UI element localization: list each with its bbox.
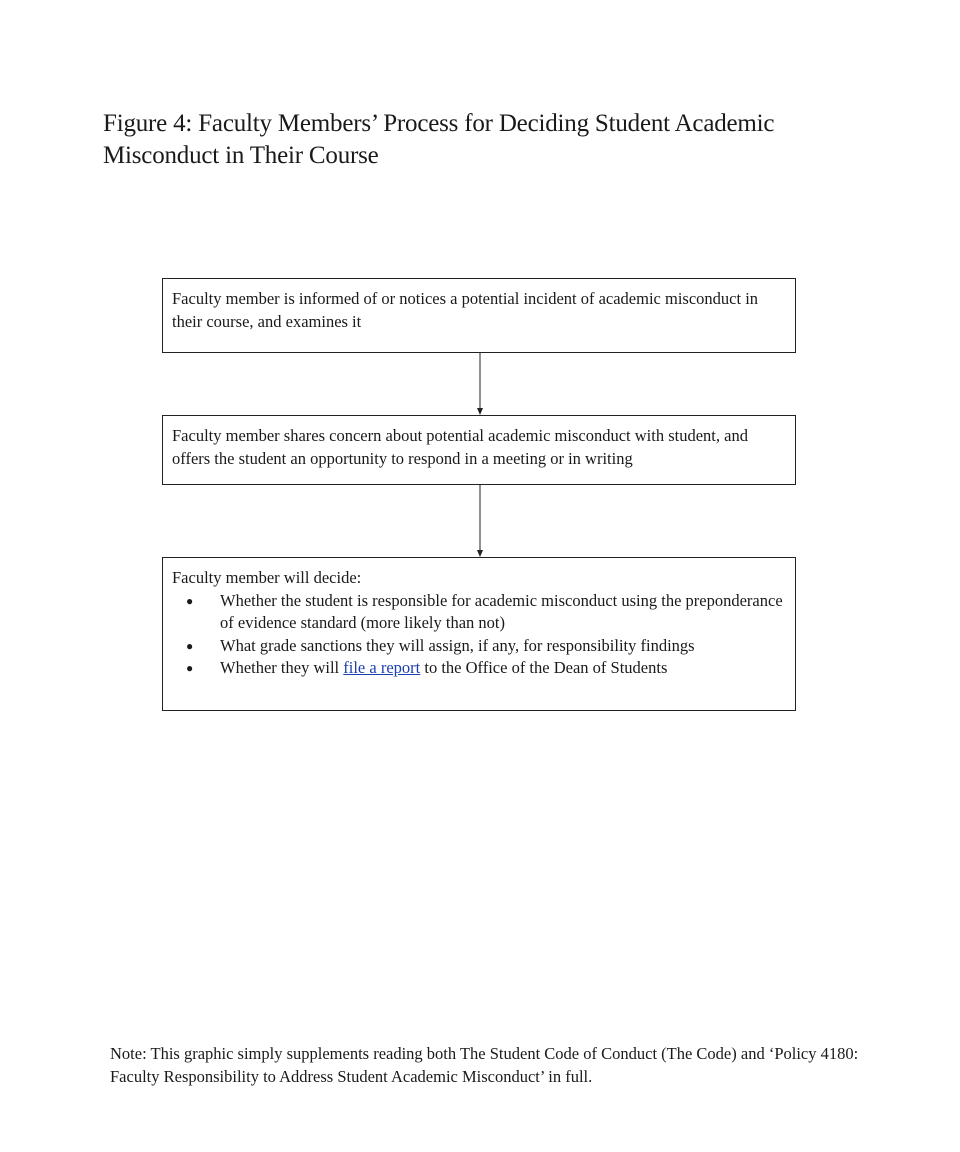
- flow-step-text: Faculty member shares concern about potential academic misconduct with student, and offers the student an opportunity to respond in a meeting or in writing: [172, 426, 748, 468]
- arrow-step2-to-step3: [477, 485, 483, 557]
- list-item: [172, 657, 786, 680]
- list-item-text-before: Whether they will: [220, 658, 344, 677]
- bullet-icon: ●: [186, 661, 194, 675]
- bullet-icon: ●: [186, 638, 194, 653]
- flow-step-intro: Faculty member will decide:: [172, 568, 362, 587]
- flow-step-share-concern: [162, 415, 796, 485]
- file-report-link[interactable]: file a report: [343, 658, 421, 677]
- list-item-text: Whether the student is responsible for academic misconduct using the preponderance of evidence standard (more likely than not): [220, 590, 783, 632]
- list-item: [172, 635, 786, 658]
- list-item-text-after: to the Office of the Dean of Students: [420, 658, 668, 677]
- list-item-text: What grade sanctions they will assign, if any, for responsibility findings: [220, 635, 695, 655]
- flow-step-text: Faculty member is informed of or notices a potential incident of academic misconduct in their course, and examines it: [172, 289, 759, 331]
- decision-list: [172, 590, 786, 680]
- page-title: Figure 4: Faculty Members’ Process for Deciding Student Academic Misconduct in Their Course: [103, 110, 775, 169]
- flow-step-notice: [162, 278, 796, 353]
- bullet-icon: ●: [186, 593, 194, 608]
- flow-step-decide: [162, 557, 796, 711]
- footnote: Note: This graphic simply supplements reading both The Student Code of Conduct (The Code) and ‘Policy 4180: Faculty Responsibility to Address Student Academic Misconduct’ in full.: [110, 1044, 859, 1086]
- arrow-step1-to-step2: [477, 353, 483, 415]
- list-item: [172, 590, 786, 635]
